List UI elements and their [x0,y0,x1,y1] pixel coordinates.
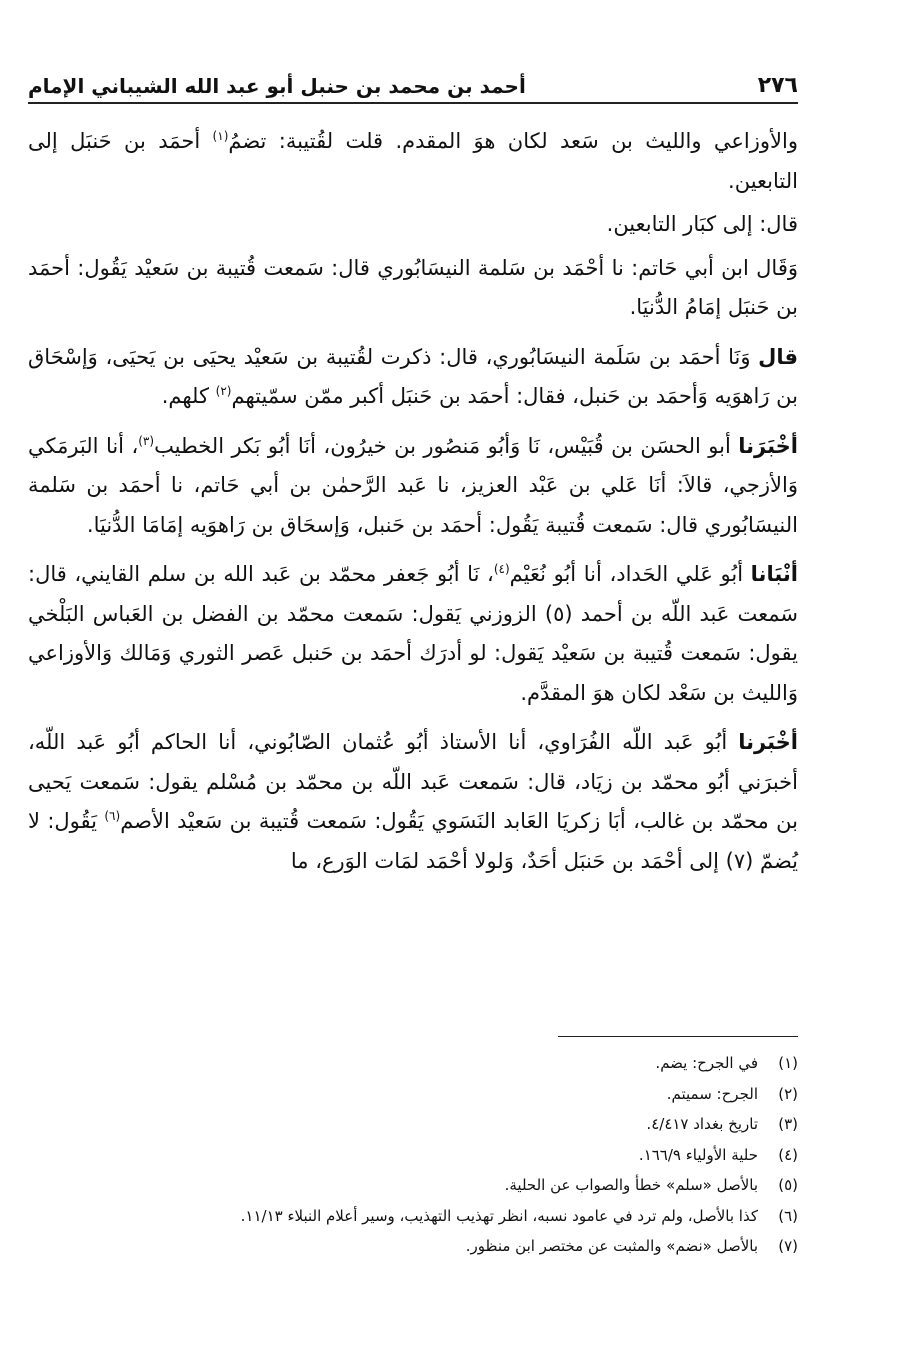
footnote-number: (٣) [778,1115,798,1133]
footnote [28,1201,798,1232]
paragraph [28,555,798,713]
paragraph-lead: أنْبَانا [750,562,798,586]
paragraph-rest: ، أنا البَرمَكي وَالأزجي، قالاَ: أنَا عَلي بن عَبْد العزيز، نا عَبد الرَّحمٰن بن أبي حَاتم، نا أحمَد بن سَلمة النيسَابُوري قال: سَمعت قُتيبة يَقُول: أحمَد بن حَنبل، وَإسحَاق بن رَاهوَيه إمَامَا الدُّنيَا. [28,433,798,537]
footnote-marker: (٣) [138,433,155,448]
paragraph [28,723,798,881]
footnote-text: بالأصل «نضم» والمثبت عن مختصر ابن منظور. [465,1237,758,1255]
paragraph-text: أبُو عَبد اللّه الفُرَاوي، أنا الأستاذ أبُو عُثمان الصّابُوني، أنا الحاكم أبُو عَبد اللّه، أخبرَني أبُو محمّد بن زيَاد، قال: سَمعت عَبد اللّه بن محمّد بن مُسْلم يقول: سَمعت يَحيى بن محمّد بن غالب، أبَا زكريَا العَابد النَسَوي يَقُول: سَمعت قُتيبة بن سَعيْد الأصم [28,730,798,833]
paragraph-lead: أخْبَرَنا [738,433,798,458]
paragraph-lead: أخْبَرنا [738,730,798,754]
footnote [28,1170,798,1201]
paragraph-text: والأوزاعي والليث بن سَعد لكان هوَ المقدم. قلت لقُتيبة: تضمُ [228,129,798,153]
footnote-number: (٦) [778,1206,798,1225]
paragraph [28,249,798,328]
main-text [28,122,798,891]
running-header [28,62,798,104]
paragraph-rest: يَقُول: لا يُضمّ (٧) إلى أحْمَد بن حَنبَل أحَدٌ، وَلولا أحْمَد لمَات الوَرع، ما [28,809,798,873]
footnote-text: كذا بالأصل، ولم ترد في عامود نسبه، انظر تهذيب التهذيب، وسير أعلام النبلاء ١١/١٣. [240,1206,758,1225]
paragraph-text: وَقَال ابن أبي حَاتم: نا أحْمَد بن سَلمة النيسَابُوري قال: سَمعت قُتيبة بن سَعيْد يَقُول: أحمَد بن حَنبَل إمَامُ الدُّنيَا. [28,255,798,319]
footnote-marker: (١) [212,129,229,143]
footnote-text: الجرح: سميتم. [666,1084,758,1103]
paragraph [28,427,798,546]
paragraph-rest: أحمَد بن حَنبَل إلى التابعين. [28,129,798,193]
footnote-number: (٢) [778,1084,798,1103]
paragraph-rest: ، نَا أبُو جَعفر محمّد بن عَبد الله بن سلم القايني، قال: سَمعت عَبد اللّه بن أحمد (٥) الزوزني يَقول: سَمعت محمّد بن الفضل بن العَباس البَلْخي يقول: سَمعت قُتيبة بن سَعيْد يَقول: لو أدرَك أحمَد بن حَنبل عَصر الثوري وَمَالك وَالأوزاعي وَالليث بن سَعْد لكان هوَ المقدَّم. [28,562,798,705]
footnote-number: (٧) [778,1237,798,1255]
footnote [28,1140,798,1171]
page-number: ٢٧٦ [757,73,798,98]
paragraph-text: أبو الحسَن بن قُبَيْس، نَا وَأبُو مَنصُور بن خيرُون، أنَا أبُو بَكر الخطيب [154,433,739,458]
footnote [28,1048,798,1079]
paragraph-text: أبُو عَلي الحَداد، أنا أبُو نُعَيْم [509,562,751,586]
footnote-number: (١) [778,1054,798,1072]
paragraph-rest: كلهم. [161,384,216,408]
footnote [28,1079,798,1110]
footnote-number: (٤) [778,1145,798,1164]
paragraph [28,338,798,417]
footnote [28,1231,798,1262]
paragraph [28,122,798,201]
footnote-marker: (٦) [104,809,121,823]
paragraph-text: قال: إلى كبَار التابعين. [606,212,798,236]
footnote-marker: (٢) [215,384,232,398]
footnote [28,1109,798,1140]
footnote-text: حلية الأولياء ١٦٦/٩. [638,1145,758,1164]
paragraph-text: وَنَا أحمَد بن سَلَمة النيسَابُوري، قال: ذكرت لقُتيبة بن سَعيْد يحيَى بن يَحيَى، وَإسْحَاق بن رَاهوَيه وَأحمَد بن حَنبل، فقال: أحمَد بن حَنبَل أكبر ممّن سمّيتهم [28,344,798,408]
footnote-number: (٥) [778,1176,798,1194]
footnote-marker: (٤) [493,562,510,576]
footnote-divider [558,1036,798,1037]
footnotes [28,1048,798,1262]
running-title: أحمد بن محمد بن حنبل أبو عبد الله الشيباني الإمام [28,74,526,98]
paragraph [28,205,798,245]
paragraph-lead: قال [758,344,798,369]
footnote-text: بالأصل «سلم» خطأ والصواب عن الحلية. [504,1176,758,1194]
footnote-text: تاريخ بغداد ٤/٤١٧. [646,1115,758,1133]
footnote-text: في الجرح: يضم. [655,1054,758,1072]
